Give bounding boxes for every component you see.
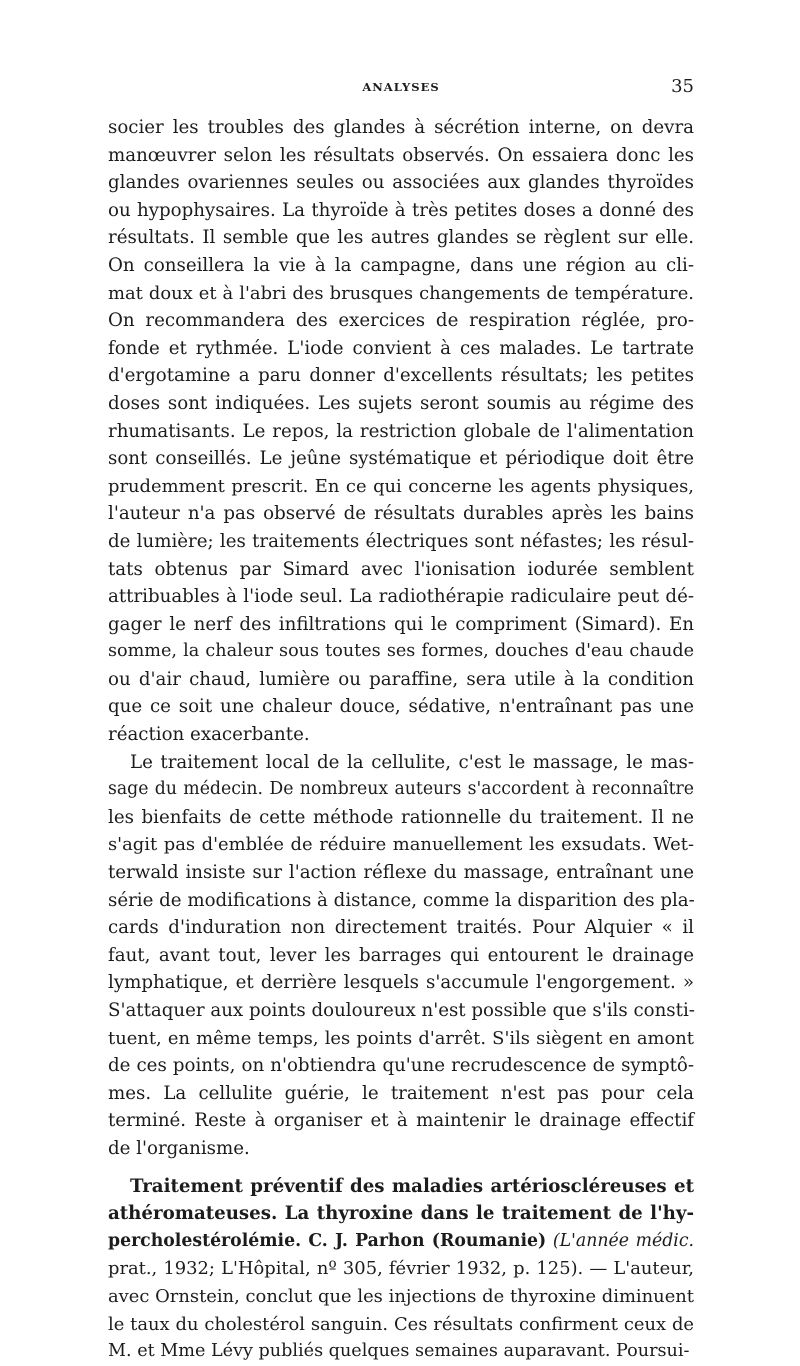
text-line: On recommandera des exercices de respiration réglée, pro- (108, 310, 694, 332)
text-line: somme, la chaleur sous toutes ses formes, douches d'eau chaude (108, 641, 694, 662)
text-line: mat doux et à l'abri des brusques changements de température. (108, 282, 694, 304)
text-line: On conseillera la vie à la campagne, dans une région au cli- (108, 254, 694, 276)
text-line: attribuables à l'iode seul. La radiothérapie radiculaire peut dé- (108, 586, 694, 608)
text-line: de l'organisme. (108, 1137, 250, 1159)
section-title-line: athéromateuses. La thyroxine dans le traitement de l'hy- (108, 1203, 694, 1225)
text-line: glandes ovariennes seules ou associées aux glandes thyroïdes (108, 172, 694, 194)
section-body (108, 1283, 694, 1366)
text-line: M. et Mme Lévy publiés quelques semaines auparavant. Poursui- (108, 1341, 690, 1362)
text-line: s'agit pas d'emblée de réduire manuellement les exsudats. Wet- (108, 834, 694, 856)
text-line: les bienfaits de cette méthode rationnelle du traitement. Il ne (108, 806, 694, 828)
text-line: terminé. Reste à organiser et à maintenir le drainage effectif (108, 1110, 694, 1132)
text-line: mes. La cellulite guérie, le traitement n'est pas pour cela (108, 1082, 694, 1104)
text-line: fonde et rythmée. L'iode convient à ces malades. Le tartrate (108, 337, 694, 359)
text-line: S'attaquer aux points douloureux n'est possible que s'ils consti- (108, 1000, 695, 1021)
paragraph-1 (108, 114, 694, 749)
text-line: manœuvrer selon les résultats observés. On essaiera donc les (108, 144, 694, 166)
text-line: terwald insiste sur l'action réflexe du massage, entraînant une (108, 862, 694, 884)
text-line: tats obtenus par Simard avec l'ionisation iodurée semblent (108, 558, 694, 580)
text-line: de lumière; les traitements électriques sont néfastes; les résul- (108, 530, 694, 552)
section-title-line: Traitement préventif des maladies artérioscléreuses et (130, 1175, 694, 1197)
section-title-line (108, 1228, 694, 1256)
text-line: l'auteur n'a pas observé de résultats durables après les bains (108, 503, 694, 525)
page-number: 35 (671, 76, 694, 97)
text-line: lymphatique, et derrière lesquels s'accumule l'engorgement. » (108, 972, 694, 994)
body-text (108, 114, 694, 1366)
text-line: faut, avant tout, lever les barrages qui entourent le drainage (108, 944, 694, 966)
text-line: d'ergotamine a paru donner d'excellents résultats; les petites (108, 365, 694, 387)
text-line: série de modifications à distance, comme la disparition des pla- (108, 889, 695, 911)
text-line: sont conseillés. Le jeûne systématique et périodique doit être (108, 448, 694, 470)
text-line: rhumatisants. Le repos, la restriction globale de l'alimentation (108, 420, 694, 442)
section-title-bold: percholestérolémie. C. J. Parhon (Roumanie) (108, 1230, 547, 1251)
page-header (108, 76, 694, 100)
text-line: ou hypophysaires. La thyroïde à très petites doses a donné des (108, 199, 694, 221)
text-line: socier les troubles des glandes à sécrétion interne, on devra (108, 117, 694, 138)
text-line: avec Ornstein, conclut que les injections de thyroxine diminuent (108, 1285, 694, 1307)
text-line: prudemment prescrit. En ce qui concerne les agents physiques, (108, 475, 694, 497)
text-line: résultats. Il semble que les autres glandes se règlent sur elle. (108, 227, 694, 249)
text-line: tuent, en même temps, les points d'arrêt. S'ils siègent en amont (108, 1027, 694, 1049)
text-line: le taux du cholestérol sanguin. Ces résultats confirment ceux de (108, 1313, 694, 1335)
paragraph-2 (108, 749, 694, 1163)
text-line: gager le nerf des infiltrations qui le compriment (Simard). En (108, 613, 694, 635)
text-line: Le traitement local de la cellulite, c'est le massage, le mas- (130, 751, 694, 773)
text-line: que ce soit une chaleur douce, sédative, n'entraînant pas une (108, 696, 694, 718)
text-line: réaction exacerbante. (108, 724, 310, 746)
text-line: cards d'induration non directement traités. Pour Alquier « il (108, 917, 694, 939)
section-treatment-preventive (108, 1173, 694, 1366)
text-line: ou d'air chaud, lumière ou paraffine, sera utile à la condition (108, 668, 694, 690)
running-head: ANALYSES (362, 80, 440, 94)
text-line: de ces points, on n'obtiendra qu'une recrudescence de symptô- (108, 1055, 694, 1077)
text-line: doses sont indiquées. Les sujets seront soumis au régime des (108, 392, 694, 414)
text-line: sage du médecin. De nombreux auteurs s'accordent à reconnaître (108, 779, 694, 800)
section-citation: (L'année médic. (546, 1230, 694, 1251)
section-citation-line: prat., 1932; L'Hôpital, nº 305, février 1932, p. 125). — L'auteur, (108, 1258, 694, 1280)
